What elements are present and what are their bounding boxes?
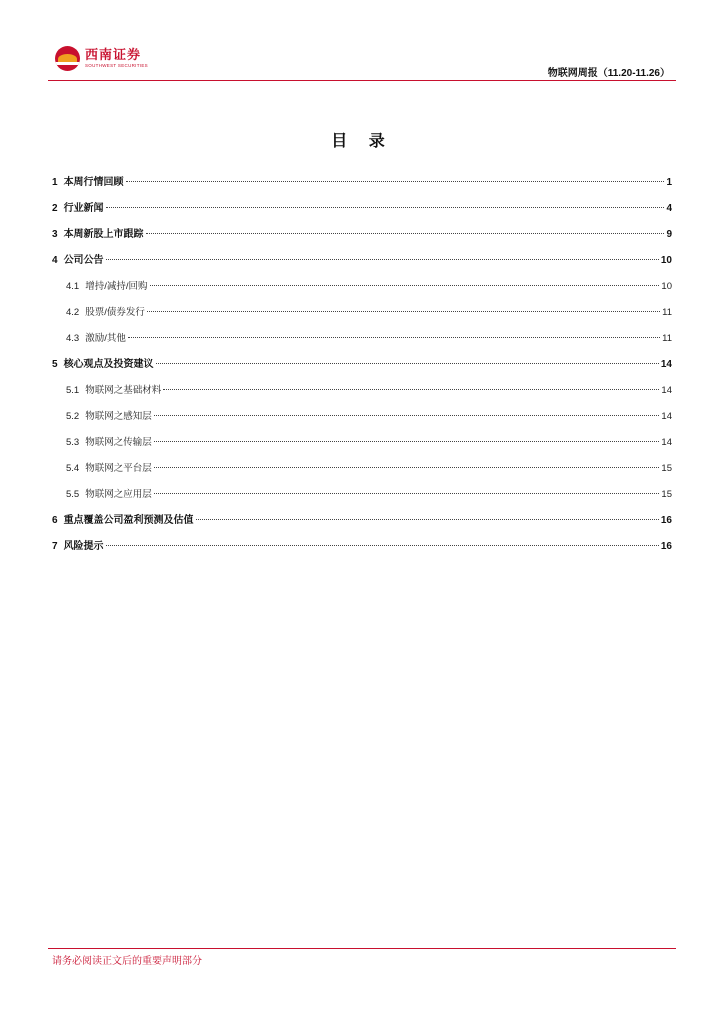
dot-leader	[163, 389, 659, 390]
toc-entry-number: 5.3	[66, 437, 80, 448]
toc-entry-page: 11	[662, 307, 672, 318]
dot-leader	[154, 493, 660, 494]
toc-entry-number: 3	[52, 229, 58, 240]
toc-entry-title: 重点覆盖公司盈利预测及估值	[63, 515, 194, 526]
dot-leader	[154, 415, 660, 416]
toc-entry-number: 6	[52, 515, 58, 526]
toc-entry-number: 4	[52, 255, 58, 266]
toc-entry-page: 14	[661, 437, 672, 448]
toc-entry[interactable]	[52, 534, 672, 560]
toc-entry-page: 10	[661, 281, 672, 292]
header-divider	[48, 80, 676, 81]
toc-entry[interactable]	[52, 508, 672, 534]
toc-entry-page: 15	[661, 489, 672, 500]
brand-text	[85, 48, 148, 69]
dot-leader	[106, 207, 665, 208]
toc-entry-page: 14	[661, 411, 672, 422]
toc-entry-number: 4.3	[66, 333, 80, 344]
brand-name-cn: 西南证券	[85, 47, 142, 63]
toc-entry-page: 14	[660, 359, 672, 370]
toc-entry-number: 5.4	[66, 463, 80, 474]
toc-entry[interactable]	[52, 248, 672, 274]
footer-divider	[48, 948, 676, 949]
toc-subentry[interactable]	[52, 482, 672, 508]
dot-leader	[147, 311, 660, 312]
toc-entry-title: 增持/减持/回购	[85, 281, 148, 292]
toc-subentry[interactable]	[52, 274, 672, 300]
dot-leader	[154, 467, 660, 468]
report-title: 物联网周报（11.20-11.26）	[547, 68, 670, 79]
dot-leader	[128, 337, 660, 338]
toc-entry-page: 9	[666, 229, 672, 240]
toc-subentry[interactable]	[52, 326, 672, 352]
dot-leader	[196, 519, 659, 520]
brand-name-en: SOUTHWEST SECURITIES	[85, 62, 148, 68]
toc-entry-title: 本周新股上市跟踪	[63, 229, 144, 240]
toc-entry-page: 4	[666, 203, 672, 214]
brand-mark-icon	[55, 46, 80, 71]
table-of-contents	[52, 170, 672, 560]
brand-logo	[55, 43, 148, 73]
toc-subentry[interactable]	[52, 430, 672, 456]
toc-entry-page: 1	[666, 177, 672, 188]
toc-entry-page: 11	[662, 333, 672, 344]
toc-entry-title: 公司公告	[63, 255, 104, 266]
toc-entry[interactable]	[52, 222, 672, 248]
toc-entry-title: 激励/其他	[85, 333, 126, 344]
toc-entry-page: 10	[660, 255, 672, 266]
toc-entry[interactable]	[52, 352, 672, 378]
footer-disclaimer: 请务必阅读正文后的重要声明部分	[52, 956, 202, 967]
toc-entry-title: 本周行情回顾	[63, 177, 124, 188]
toc-entry-title: 核心观点及投资建议	[63, 359, 154, 370]
toc-entry-number: 1	[52, 177, 58, 188]
toc-entry-number: 2	[52, 203, 58, 214]
dot-leader	[156, 363, 659, 364]
toc-subentry[interactable]	[52, 404, 672, 430]
toc-entry-title: 物联网之传输层	[85, 437, 152, 448]
dot-leader	[146, 233, 665, 234]
toc-entry-number: 5	[52, 359, 58, 370]
toc-entry-number: 4.2	[66, 307, 80, 318]
toc-subentry[interactable]	[52, 300, 672, 326]
toc-entry-number: 7	[52, 541, 58, 552]
toc-entry-page: 16	[660, 515, 672, 526]
toc-entry-title: 行业新闻	[63, 203, 104, 214]
toc-entry-title: 物联网之基础材料	[85, 385, 162, 396]
toc-entry-number: 5.2	[66, 411, 80, 422]
toc-entry-title: 物联网之平台层	[85, 463, 152, 474]
toc-heading: 目 录	[331, 131, 393, 150]
toc-subentry[interactable]	[52, 456, 672, 482]
dot-leader	[150, 285, 660, 286]
toc-entry-title: 风险提示	[63, 541, 104, 552]
toc-entry-number: 5.5	[66, 489, 80, 500]
toc-entry-page: 16	[660, 541, 672, 552]
toc-entry-page: 15	[661, 463, 672, 474]
toc-entry-number: 4.1	[66, 281, 80, 292]
dot-leader	[106, 545, 659, 546]
toc-entry-title: 物联网之感知层	[85, 411, 152, 422]
dot-leader	[126, 181, 665, 182]
toc-entry[interactable]	[52, 196, 672, 222]
toc-entry-title: 股票/债券发行	[85, 307, 145, 318]
dot-leader	[106, 259, 659, 260]
toc-entry-page: 14	[661, 385, 672, 396]
toc-subentry[interactable]	[52, 378, 672, 404]
toc-entry-title: 物联网之应用层	[85, 489, 152, 500]
dot-leader	[154, 441, 660, 442]
toc-entry-number: 5.1	[66, 385, 80, 396]
toc-entry[interactable]	[52, 170, 672, 196]
